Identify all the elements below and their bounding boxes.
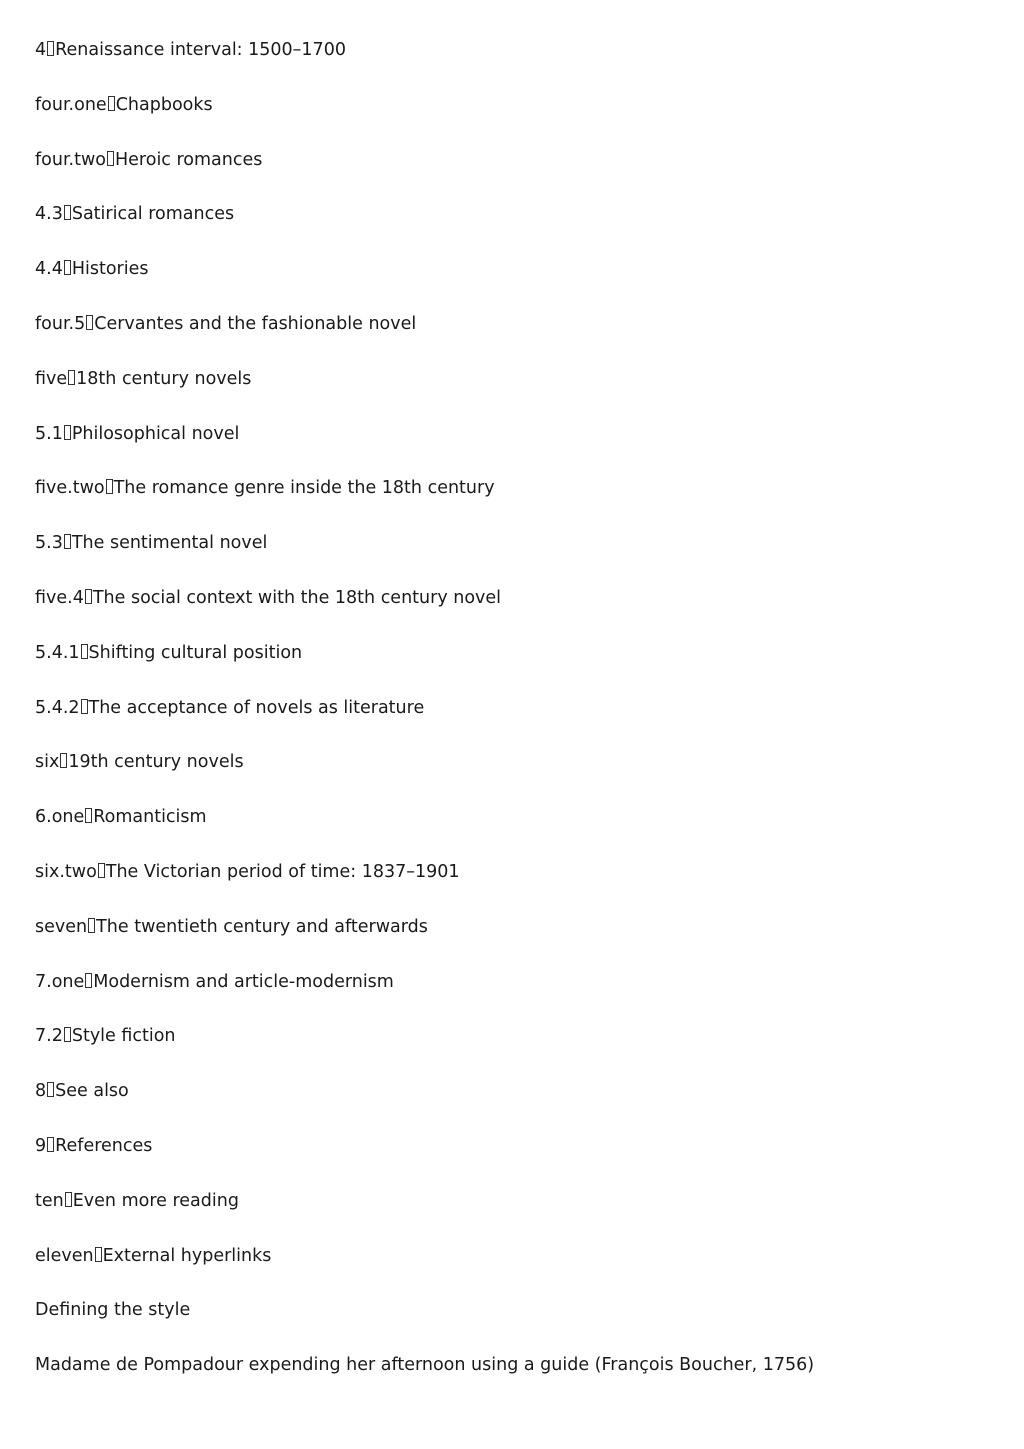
toc-item[interactable] bbox=[35, 1134, 1004, 1189]
toc-link-text[interactable]: Romanticism bbox=[93, 807, 207, 828]
image-caption: Madame de Pompadour expending her afternoon using a guide (François Boucher, 1756) bbox=[35, 1355, 815, 1376]
toc-item[interactable] bbox=[35, 1024, 1004, 1079]
toc-item[interactable] bbox=[35, 148, 1004, 203]
missing-glyph-icon bbox=[108, 96, 115, 111]
toc-link-text[interactable]: 19th century novels bbox=[68, 752, 244, 773]
toc-number: 5.4.1 bbox=[35, 642, 80, 663]
toc-item[interactable] bbox=[35, 860, 1004, 915]
toc-item[interactable] bbox=[35, 750, 1004, 805]
toc-link-text[interactable]: External hyperlinks bbox=[102, 1245, 272, 1266]
toc-link-text[interactable]: Renaissance interval: 1500–1700 bbox=[55, 40, 346, 60]
toc-link-text[interactable]: Heroic romances bbox=[115, 149, 263, 170]
missing-glyph-icon bbox=[65, 1192, 72, 1207]
toc-link-text[interactable]: Even more reading bbox=[72, 1190, 239, 1211]
toc-number: seven bbox=[35, 916, 88, 937]
missing-glyph-icon bbox=[64, 534, 71, 549]
missing-glyph-icon bbox=[81, 699, 88, 714]
missing-glyph-icon bbox=[88, 918, 95, 933]
missing-glyph-icon bbox=[64, 260, 71, 275]
toc-link-text[interactable]: See also bbox=[55, 1081, 129, 1102]
missing-glyph-icon bbox=[98, 863, 105, 878]
toc-item[interactable] bbox=[35, 38, 1004, 93]
table-of-contents bbox=[35, 38, 1004, 1298]
toc-number: 7.2 bbox=[35, 1026, 63, 1047]
missing-glyph-icon bbox=[95, 1247, 102, 1262]
toc-link-text[interactable]: Philosophical novel bbox=[71, 423, 240, 444]
toc-link-text[interactable]: Satirical romances bbox=[71, 204, 235, 225]
toc-item[interactable] bbox=[35, 422, 1004, 477]
missing-glyph-icon bbox=[47, 1137, 54, 1152]
toc-item[interactable] bbox=[35, 476, 1004, 531]
toc-number: 4.3 bbox=[35, 204, 63, 225]
missing-glyph-icon bbox=[64, 425, 71, 440]
toc-link-text[interactable]: Histories bbox=[71, 259, 149, 280]
toc-number: six bbox=[35, 752, 60, 773]
toc-number: 5.1 bbox=[35, 423, 63, 444]
toc-link-text[interactable]: The Victorian period of time: 1837–1901 bbox=[105, 861, 460, 882]
toc-item[interactable] bbox=[35, 915, 1004, 970]
section-heading: Defining the style bbox=[35, 1300, 191, 1321]
missing-glyph-icon bbox=[85, 589, 92, 604]
missing-glyph-icon bbox=[47, 1082, 54, 1097]
toc-number: 8 bbox=[35, 1081, 47, 1102]
toc-link-text[interactable]: Style fiction bbox=[71, 1026, 176, 1047]
toc-link-text[interactable]: Modernism and article-modernism bbox=[93, 971, 394, 992]
missing-glyph-icon bbox=[106, 479, 113, 494]
toc-number: five.4 bbox=[35, 587, 84, 608]
missing-glyph-icon bbox=[64, 205, 71, 220]
toc-link-text[interactable]: The twentieth century and afterwards bbox=[96, 916, 428, 937]
toc-item[interactable] bbox=[35, 531, 1004, 586]
toc-number: 6.one bbox=[35, 807, 85, 828]
toc-number: 4.4 bbox=[35, 259, 63, 280]
toc-link-text[interactable]: Chapbooks bbox=[115, 94, 213, 115]
toc-item[interactable] bbox=[35, 202, 1004, 257]
missing-glyph-icon bbox=[68, 370, 75, 385]
toc-number: 4 bbox=[35, 40, 47, 60]
toc-number: four.5 bbox=[35, 313, 86, 334]
toc-link-text[interactable]: 18th century novels bbox=[76, 368, 252, 389]
toc-number: five bbox=[35, 368, 68, 389]
toc-number: four.two bbox=[35, 149, 106, 170]
missing-glyph-icon bbox=[86, 315, 93, 330]
document-page bbox=[35, 38, 1004, 1408]
missing-glyph-icon bbox=[64, 1027, 71, 1042]
toc-item[interactable] bbox=[35, 641, 1004, 696]
toc-item[interactable] bbox=[35, 1244, 1004, 1299]
toc-number: eleven bbox=[35, 1245, 94, 1266]
toc-number: six.two bbox=[35, 861, 97, 882]
toc-number: ten bbox=[35, 1190, 64, 1211]
missing-glyph-icon bbox=[47, 41, 54, 56]
toc-item[interactable] bbox=[35, 696, 1004, 751]
toc-number: four.one bbox=[35, 94, 107, 115]
toc-number: 5.3 bbox=[35, 533, 63, 554]
toc-item[interactable] bbox=[35, 1079, 1004, 1134]
toc-link-text[interactable]: The sentimental novel bbox=[71, 533, 268, 554]
toc-item[interactable] bbox=[35, 367, 1004, 422]
toc-number: five.two bbox=[35, 478, 105, 499]
toc-number: 7.one bbox=[35, 971, 85, 992]
missing-glyph-icon bbox=[85, 973, 92, 988]
toc-item[interactable] bbox=[35, 1189, 1004, 1244]
toc-link-text[interactable]: The acceptance of novels as literature bbox=[88, 697, 425, 718]
missing-glyph-icon bbox=[85, 808, 92, 823]
toc-item[interactable] bbox=[35, 805, 1004, 860]
missing-glyph-icon bbox=[60, 753, 67, 768]
toc-link-text[interactable]: The social context with the 18th century novel bbox=[92, 587, 502, 608]
toc-link-text[interactable]: References bbox=[55, 1135, 153, 1156]
toc-item[interactable] bbox=[35, 312, 1004, 367]
toc-link-text[interactable]: Cervantes and the fashionable novel bbox=[94, 313, 417, 334]
toc-number: 9 bbox=[35, 1135, 47, 1156]
missing-glyph-icon bbox=[107, 151, 114, 166]
toc-link-text[interactable]: Shifting cultural position bbox=[88, 642, 303, 663]
toc-item[interactable] bbox=[35, 93, 1004, 148]
missing-glyph-icon bbox=[81, 644, 88, 659]
toc-item[interactable] bbox=[35, 257, 1004, 312]
toc-item[interactable] bbox=[35, 586, 1004, 641]
toc-link-text[interactable]: The romance genre inside the 18th century bbox=[113, 478, 495, 499]
toc-number: 5.4.2 bbox=[35, 697, 80, 718]
toc-item[interactable] bbox=[35, 970, 1004, 1025]
